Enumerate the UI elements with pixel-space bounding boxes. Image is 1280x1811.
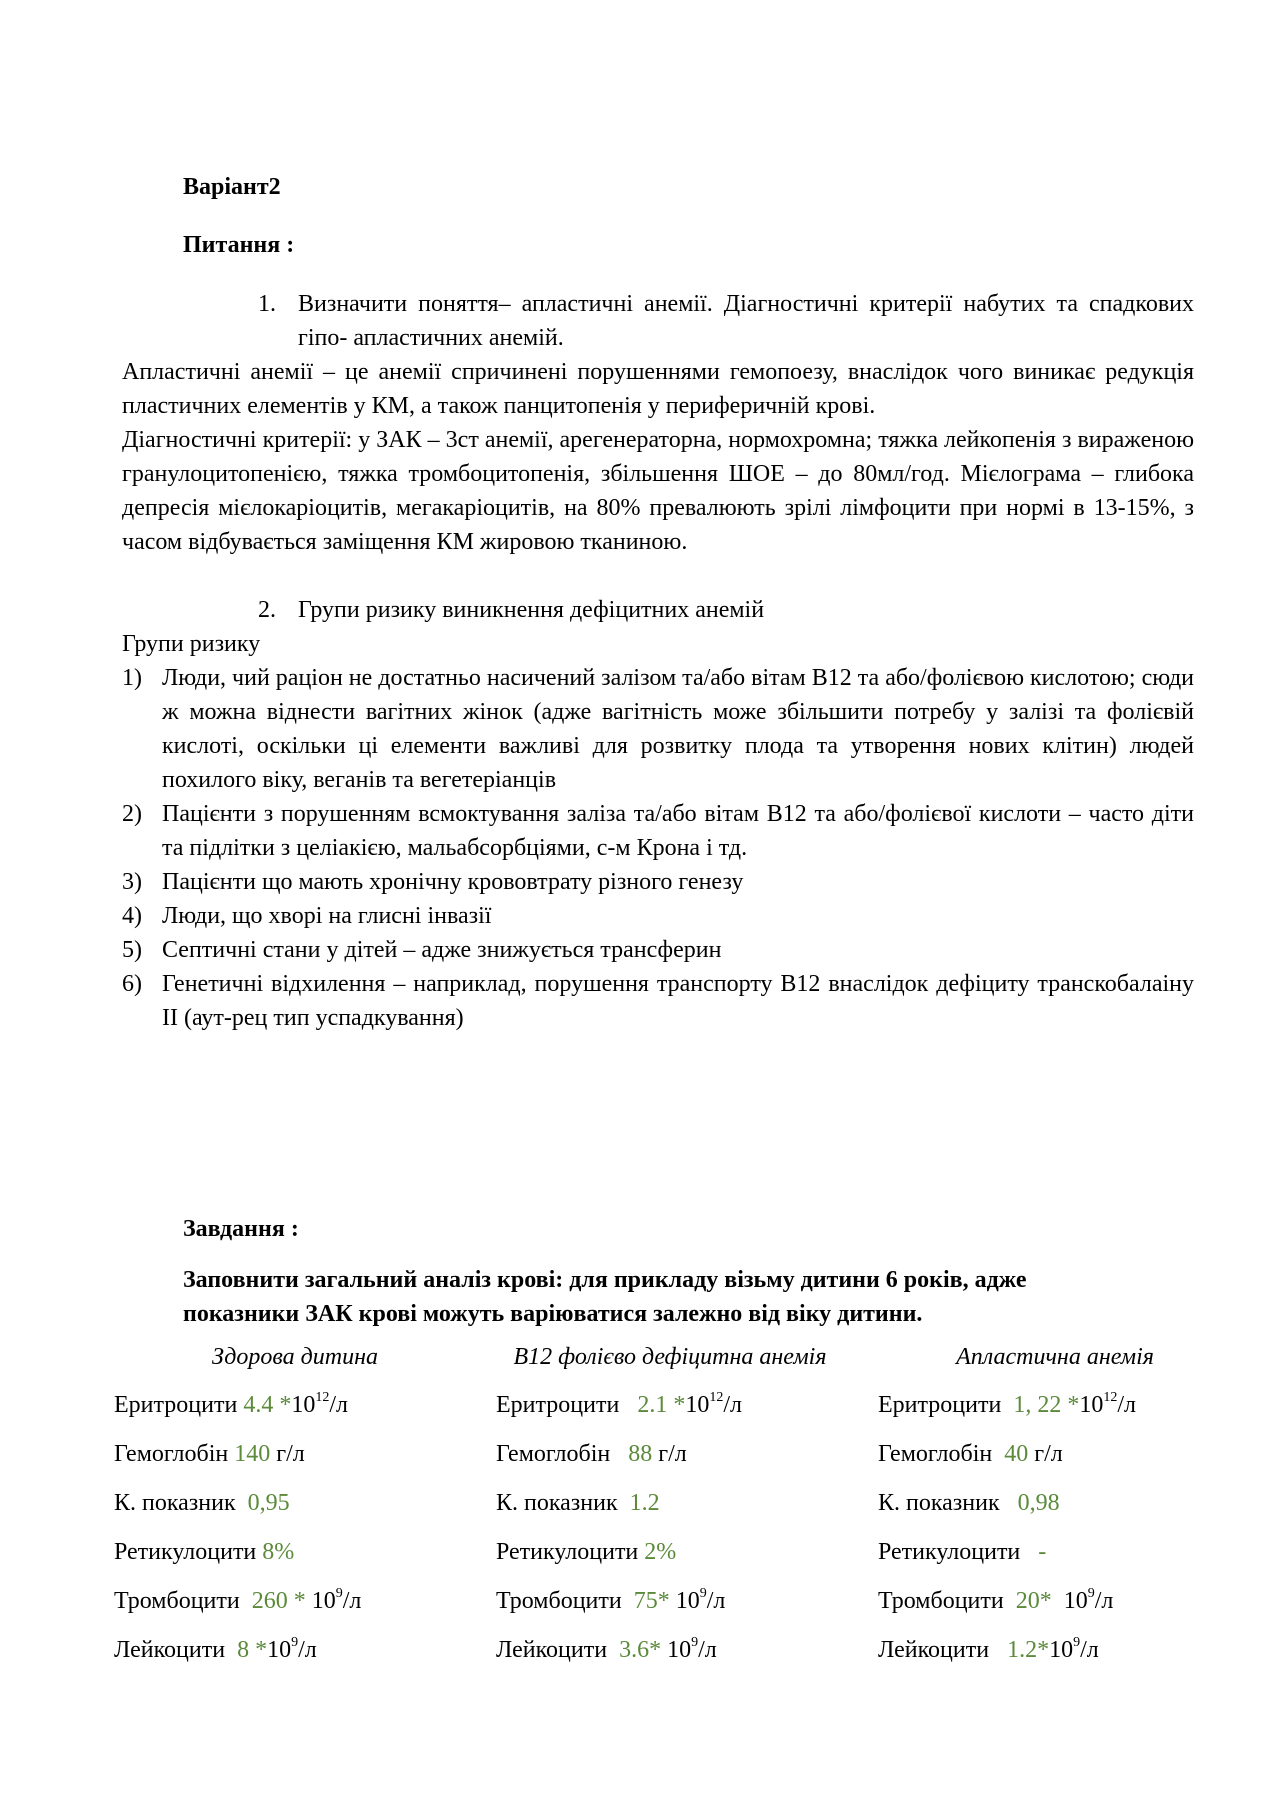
cbc-unit-exponent: 9 — [335, 1586, 343, 1601]
cbc-row — [114, 1535, 294, 1569]
cbc-row — [878, 1388, 1136, 1422]
cbc-value: 4.4 * — [243, 1392, 292, 1418]
cbc-label: К. показник — [496, 1490, 624, 1516]
risk-groups-heading: Групи ризику — [122, 631, 261, 657]
cbc-label: К. показник — [114, 1490, 242, 1516]
cbc-unit: $10^{12}/л$ — [291, 1390, 348, 1418]
cbc-row — [878, 1486, 1060, 1520]
cbc-unit-exponent: 12 — [709, 1390, 724, 1405]
cbc-unit-exponent: 9 — [1087, 1586, 1095, 1601]
cbc-unit-exponent: 9 — [691, 1635, 699, 1650]
cbc-label: Ретикулоцити — [496, 1539, 645, 1565]
cbc-row — [878, 1633, 1099, 1667]
task-heading: Завдання : — [183, 1216, 299, 1242]
cbc-unit: $10^9/л$ — [1049, 1635, 1099, 1663]
cbc-label: Гемоглобін — [878, 1441, 999, 1467]
risk-item — [122, 797, 1194, 865]
question-1 — [258, 287, 1194, 355]
risk-item-text: Пацієнти що мають хронічну крововтрату різного генезу — [162, 869, 744, 895]
cbc-unit: $10^9/л$ — [669, 1586, 726, 1614]
cbc-value: 0,98 — [1005, 1490, 1060, 1516]
question-1-answer-criteria: Діагностичні критерії: у ЗАК – 3ст анемії, арегенераторна, нормохромна; тяжка лейкопенія з вираженою гранулоцитопенією, тяжка тромбоцитопенія, збільшення ШОЕ – до 80мл/год. Мієлограма – глибока депресія мієлокаріоцитів, мегакаріоцитів, на 80% превалюють зрілі лімфоцити при нормі в 13-15%, з часом відбувається заміщення КМ жировою тканиною. — [122, 427, 1194, 555]
cbc-unit: г/л — [270, 1441, 305, 1467]
risk-item-number: 5) — [122, 937, 142, 963]
risk-item-text: Люди, чий раціон не достатньо насичений залізом та/або вітам В12 та або/фолієвою кислотою; сюди ж можна віднести вагітних жінок (адже вагітність може збільшити потребу у залізі та фолієвій кислоті, оскільки ці елементи важливі для розвитку плода та утворення нових клітин) людей похилого віку, веганів та вегетеріанців — [162, 665, 1194, 793]
cbc-label: Тромбоцити — [496, 1588, 628, 1614]
cbc-label: Лейкоцити — [878, 1637, 996, 1663]
cbc-column-header-aplastic: Апластична анемія — [956, 1344, 1154, 1370]
risk-item-number: 6) — [122, 971, 142, 997]
question-2-text: Групи ризику виникнення дефіцитних анемій — [298, 597, 765, 623]
cbc-value: 8 * — [231, 1637, 268, 1663]
cbc-value: 260 * — [245, 1588, 306, 1614]
cbc-value: 1, 22 * — [1007, 1392, 1080, 1418]
cbc-label: Ретикулоцити — [878, 1539, 1027, 1565]
cbc-label: Ретикулоцити — [114, 1539, 263, 1565]
cbc-label: Тромбоцити — [878, 1588, 1010, 1614]
task-description: Заповнити загальний аналіз крові: для прикладу візьму дитини 6 років, адже показники ЗАК крові можуть варіюватися залежно від віку дитини. — [183, 1267, 1027, 1327]
cbc-label: Еритроцити — [496, 1392, 626, 1418]
cbc-value: 3.6* — [613, 1637, 662, 1663]
cbc-label: Еритроцити — [114, 1392, 244, 1418]
cbc-column-header-b12: В12 фолієво дефіцитна анемія — [513, 1344, 827, 1370]
question-2-number: 2. — [258, 597, 276, 623]
cbc-row — [114, 1437, 305, 1471]
risk-item-number: 4) — [122, 903, 142, 929]
cbc-unit: г/л — [652, 1441, 687, 1467]
cbc-label: К. показник — [878, 1490, 1006, 1516]
cbc-row — [496, 1388, 742, 1422]
risk-item-number: 3) — [122, 869, 142, 895]
cbc-unit-exponent: 12 — [1103, 1390, 1118, 1405]
cbc-row — [878, 1584, 1113, 1618]
question-1-text: Визначити поняття– апластичні анемії. Діагностичні критерії набутих та спадкових гіпо- апластичних анемій. — [298, 291, 1194, 351]
cbc-unit: $10^9/л$ — [1051, 1586, 1114, 1614]
question-2 — [258, 593, 1194, 627]
cbc-value: - — [1026, 1539, 1047, 1565]
variant-title: Варіант2 — [183, 174, 281, 200]
cbc-unit-exponent: 9 — [291, 1635, 299, 1650]
risk-item-number: 1) — [122, 665, 142, 691]
cbc-row — [496, 1486, 660, 1520]
cbc-unit-exponent: 9 — [699, 1586, 707, 1601]
cbc-unit: $10^{12}/л$ — [685, 1390, 742, 1418]
cbc-label: Тромбоцити — [114, 1588, 246, 1614]
cbc-label: Гемоглобін — [496, 1441, 617, 1467]
cbc-unit: $10^9/л$ — [661, 1635, 717, 1663]
cbc-row — [114, 1388, 348, 1422]
risk-item-text: Септичні стани у дітей – адже знижується трансферин — [162, 937, 722, 963]
cbc-unit: $10^9/л$ — [305, 1586, 362, 1614]
cbc-unit: $10^{12}/л$ — [1079, 1390, 1136, 1418]
cbc-label: Лейкоцити — [114, 1637, 232, 1663]
risk-item — [122, 899, 1194, 933]
cbc-label: Еритроцити — [878, 1392, 1008, 1418]
cbc-value: 1.2* — [995, 1637, 1050, 1663]
risk-item-number: 2) — [122, 801, 142, 827]
cbc-value: 40 — [998, 1441, 1029, 1467]
cbc-value: 0,95 — [241, 1490, 290, 1516]
cbc-row — [114, 1584, 361, 1618]
cbc-row — [496, 1535, 676, 1569]
cbc-value: 140 — [234, 1441, 271, 1467]
cbc-row — [878, 1437, 1063, 1471]
risk-item-text: Люди, що хворі на глисні інвазії — [162, 903, 492, 929]
risk-item-text: Пацієнти з порушенням всмоктування заліза та/або вітам В12 та або/фолієвої кислоти – часто діти та підлітки з целіакією, мальабсорбціями, с-м Крона і тд. — [162, 801, 1194, 861]
question-1-number: 1. — [258, 291, 276, 317]
cbc-unit-exponent: 9 — [1073, 1635, 1081, 1650]
cbc-row — [496, 1437, 687, 1471]
question-1-answer-definition: Апластичні анемії – це анемії спричинені порушеннями гемопоезу, внаслідок чого виникає редукція пластичних елементів у КМ, а також панцитопенія у периферичній крові. — [122, 359, 1194, 419]
risk-item — [122, 661, 1194, 797]
cbc-unit: г/л — [1028, 1441, 1063, 1467]
cbc-value: 1.2 — [623, 1490, 660, 1516]
cbc-value: 2.1 * — [625, 1392, 686, 1418]
cbc-value: 88 — [616, 1441, 653, 1467]
cbc-unit-exponent: 12 — [315, 1390, 330, 1405]
cbc-value: 8% — [262, 1539, 295, 1565]
cbc-label: Лейкоцити — [496, 1637, 614, 1663]
cbc-unit: $10^9/л$ — [267, 1635, 317, 1663]
questions-heading: Питання : — [183, 232, 295, 258]
cbc-column-header-healthy: Здорова дитина — [212, 1344, 378, 1370]
cbc-row — [496, 1584, 725, 1618]
risk-item — [122, 933, 1194, 967]
risk-item-text: Генетичні відхилення – наприклад, порушення транспорту В12 внаслідок дефіциту транскобалаіну ІІ (аут-рец тип успадкування) — [162, 971, 1194, 1031]
risk-item — [122, 967, 1194, 1035]
cbc-row — [114, 1486, 290, 1520]
cbc-label: Гемоглобін — [114, 1441, 235, 1467]
cbc-row — [114, 1633, 317, 1667]
cbc-row — [496, 1633, 717, 1667]
cbc-value: 2% — [644, 1539, 677, 1565]
risk-item — [122, 865, 1194, 899]
cbc-value: 75* — [627, 1588, 670, 1614]
cbc-value: 20* — [1009, 1588, 1052, 1614]
cbc-row — [878, 1535, 1046, 1569]
